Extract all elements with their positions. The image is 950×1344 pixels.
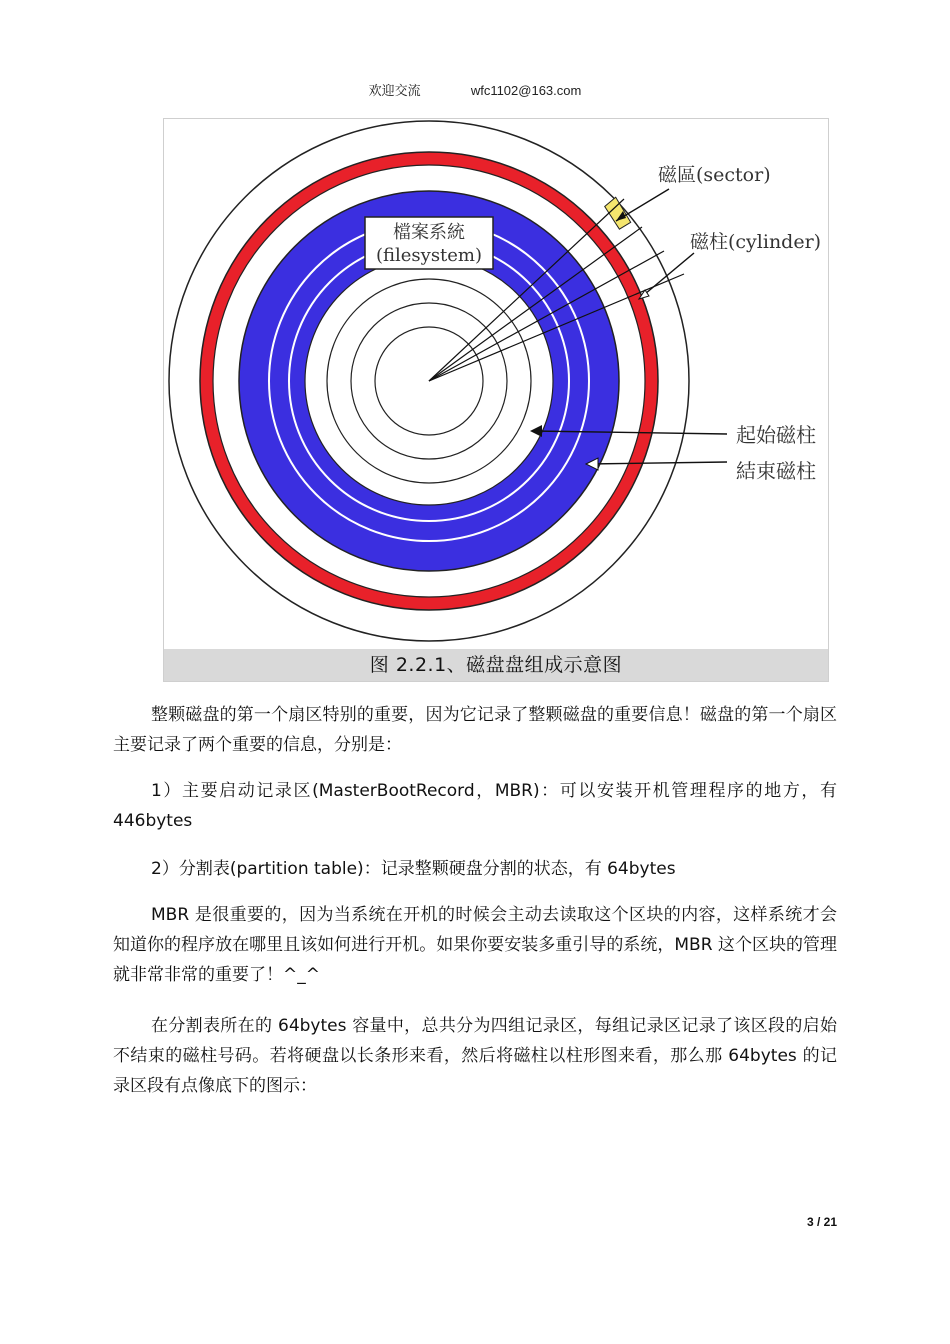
figure-caption: 图 2.2.1、磁盘盘组成示意图: [164, 649, 828, 681]
paragraph-3: 2）分割表(partition table)：记录整颗硬盘分割的状态，有 64bytes: [151, 859, 676, 879]
page-header: [0, 80, 950, 99]
paragraph-mbr-importance: [113, 900, 837, 990]
filesystem-label-line2: (filesystem): [375, 245, 483, 266]
cylinder-label: 磁柱(cylinder): [690, 231, 822, 253]
paragraph-partition-item: [113, 854, 837, 884]
disk-diagram: [164, 119, 828, 649]
paragraph-mbr-item: [113, 776, 837, 836]
page-number: 3 / 21: [806, 1215, 837, 1229]
paragraph-2: 1）主要启动记录区(MasterBootRecord，MBR)：可以安装开机管理程序的地方，有446bytes: [113, 781, 837, 831]
sector-label: 磁區(sector): [658, 164, 771, 186]
paragraph-1: 整颗磁盘的第一个扇区特别的重要，因为它记录了整颗磁盘的重要信息！磁盘的第一个扇区主要记录了两个重要的信息，分别是：: [113, 705, 837, 755]
disk-diagram-figure: [163, 118, 829, 682]
filesystem-label-line1: 檔案系統: [393, 222, 465, 243]
header-email: wfc1102@163.com: [470, 83, 582, 98]
header-greeting: 欢迎交流: [368, 84, 421, 99]
end-cylinder-label: 結束磁柱: [736, 459, 816, 483]
paragraph-4: MBR 是很重要的，因为当系统在开机的时候会主动去读取这个区块的内容，这样系统才会知道你的程序放在哪里且该如何进行开机。如果你要安装多重引导的系统，MBR 这个区块的管理就非常非常的重要了！^_^: [113, 905, 837, 985]
start-cylinder-label: 起始磁柱: [736, 423, 816, 447]
paragraph-partition-table: [113, 1011, 837, 1101]
paragraph-5: 在分割表所在的 64bytes 容量中，总共分为四组记录区，每组记录区记录了该区段的启始不结束的磁柱号码。若将硬盘以长条形来看，然后将磁柱以柱形图来看，那么那 64bytes 的记录区段有点像底下的图示：: [113, 1016, 837, 1096]
paragraph-intro: [113, 700, 837, 760]
